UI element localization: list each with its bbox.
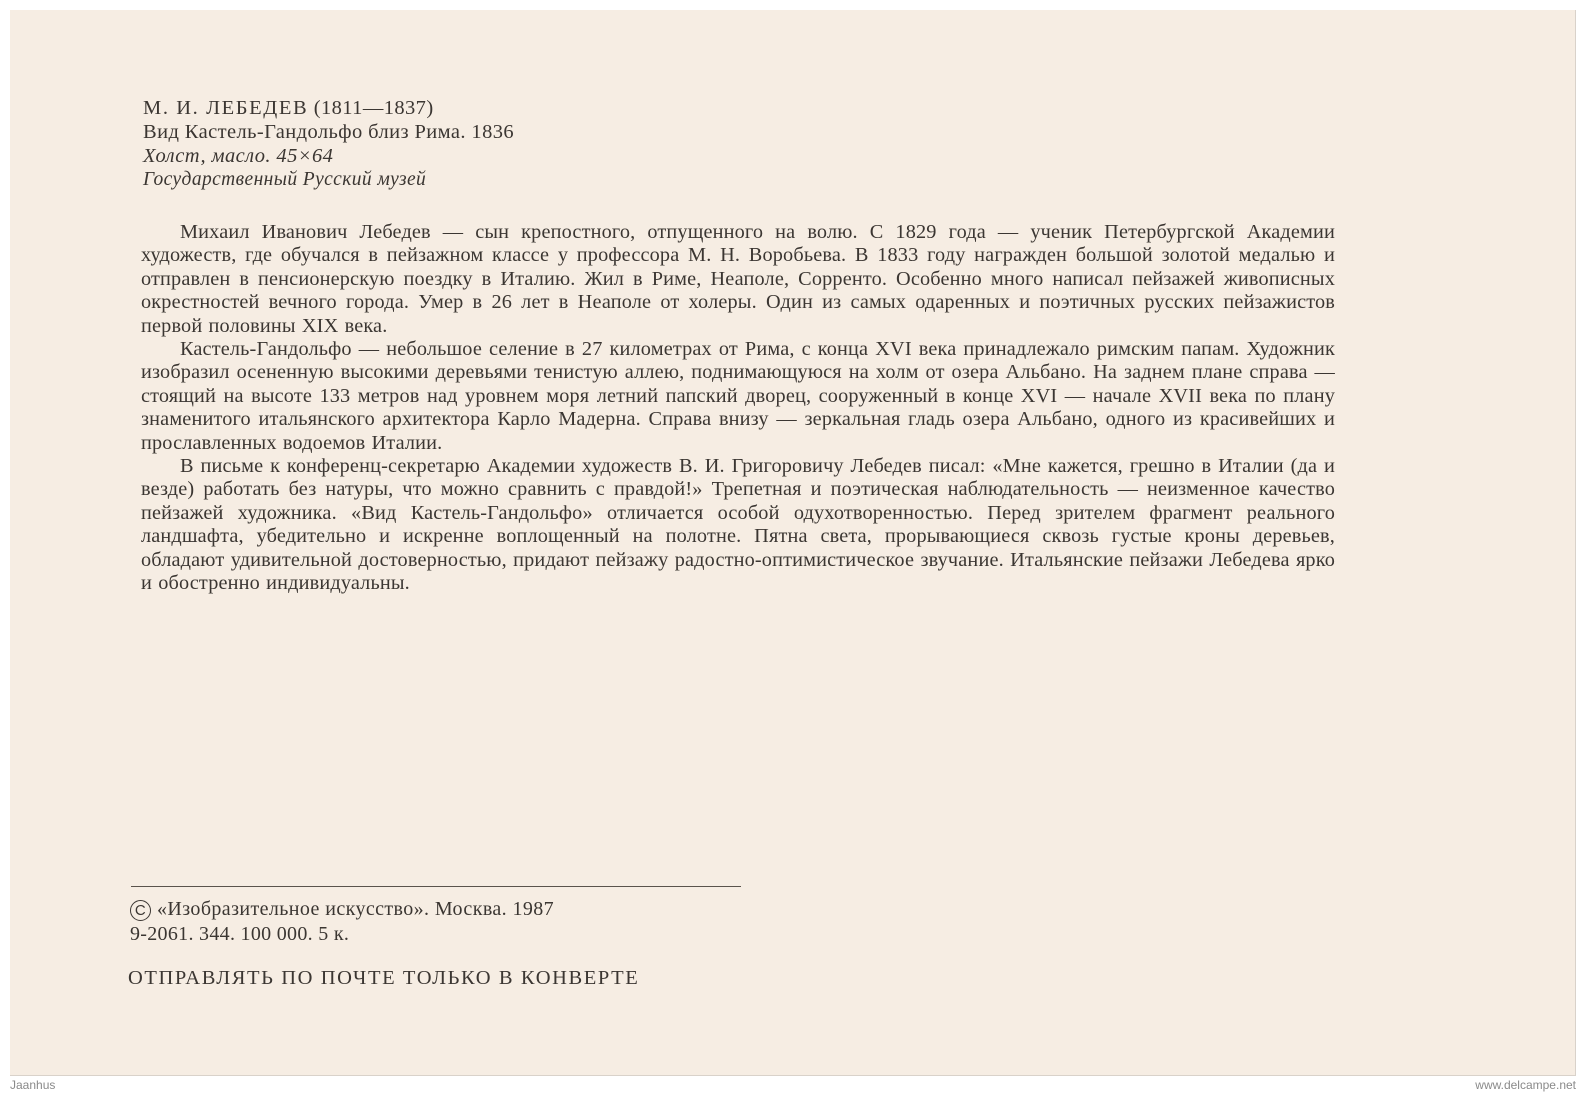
painting-medium: Холст, масло. 45×64 <box>143 145 334 167</box>
painting-title: Вид Кастель-Гандольфо близ Рима. 1836 <box>143 121 515 143</box>
copyright-icon: C <box>130 900 151 921</box>
museum-name: Государственный Русский музей <box>143 169 427 190</box>
print-code: 9-2061. 344. 100 000. 5 к. <box>130 923 350 945</box>
footer-divider <box>131 886 741 887</box>
description-text <box>141 221 1335 596</box>
watermark-left: Jaanhus <box>10 1078 56 1092</box>
publisher-line <box>130 898 554 921</box>
publisher-text: «Изобразительное искусство». Москва. 1987 <box>157 898 555 920</box>
artist-years: (1811—1837) <box>313 97 434 119</box>
mail-instruction: ОТПРАВЛЯТЬ ПО ПОЧТЕ ТОЛЬКО В КОНВЕРТЕ <box>128 967 640 989</box>
paragraph-biography: Михаил Иванович Лебедев — сын крепостного, отпущенного на волю. С 1829 года — ученик Петербургской Академии художеств, где обучался в пейзажном классе у профессора М. Н. Воробьева. В 1833 году награжден большой золотой медалью и отправлен в пенсионерскую поездку в Италию. Жил в Риме, Неаполе, Сорренто. Особенно много написал пейзажей живописных окрестностей вечного города. Умер в 26 лет в Неаполе от холеры. Один из самых одаренных и поэтичных русских пейзажистов первой половины XIX века. <box>141 221 1335 337</box>
artist-name: М. И. ЛЕБЕДЕВ <box>143 97 309 119</box>
paragraph-painting: Кастель-Гандольфо — небольшое селение в 27 километрах от Рима, с конца XVI века принадлежало римским папам. Художник изобразил осененную высокими деревьями тенистую аллею, поднимающуюся на холм от озера Альбано. На заднем плане справа — стоящий на высоте 133 метров над уровнем моря летний папский дворец, сооруженный в конце XVI — начале XVII века по плану знаменитого итальянского архитектора Карло Мадерна. Справа внизу — зеркальная гладь озера Альбано, одного из красивейших и прославленных водоемов Италии. <box>141 338 1335 454</box>
artist-line <box>143 97 434 120</box>
watermark-right: www.delcampe.net <box>1475 1078 1576 1092</box>
paragraph-quote: В письме к конференц-секретарю Академии художеств В. И. Григоровичу Лебедев писал: «Мне кажется, грешно в Италии (да и везде) работать без натуры, что можно сравнить с правдой!» Трепетная и поэтическая наблюдательность — неизменное качество пейзажей художника. «Вид Кастель-Гандольфо» отличается особой одухотворенностью. Перед зрителем фрагмент реального ландшафта, убедительно и искренне воплощенный на полотне. Пятна света, прорывающиеся сквозь густые кроны деревьев, обладают удивительной достоверностью, придают пейзажу радостно-оптимистическое звучание. Итальянские пейзажи Лебедева ярко и обостренно индивидуальны. <box>141 455 1335 595</box>
